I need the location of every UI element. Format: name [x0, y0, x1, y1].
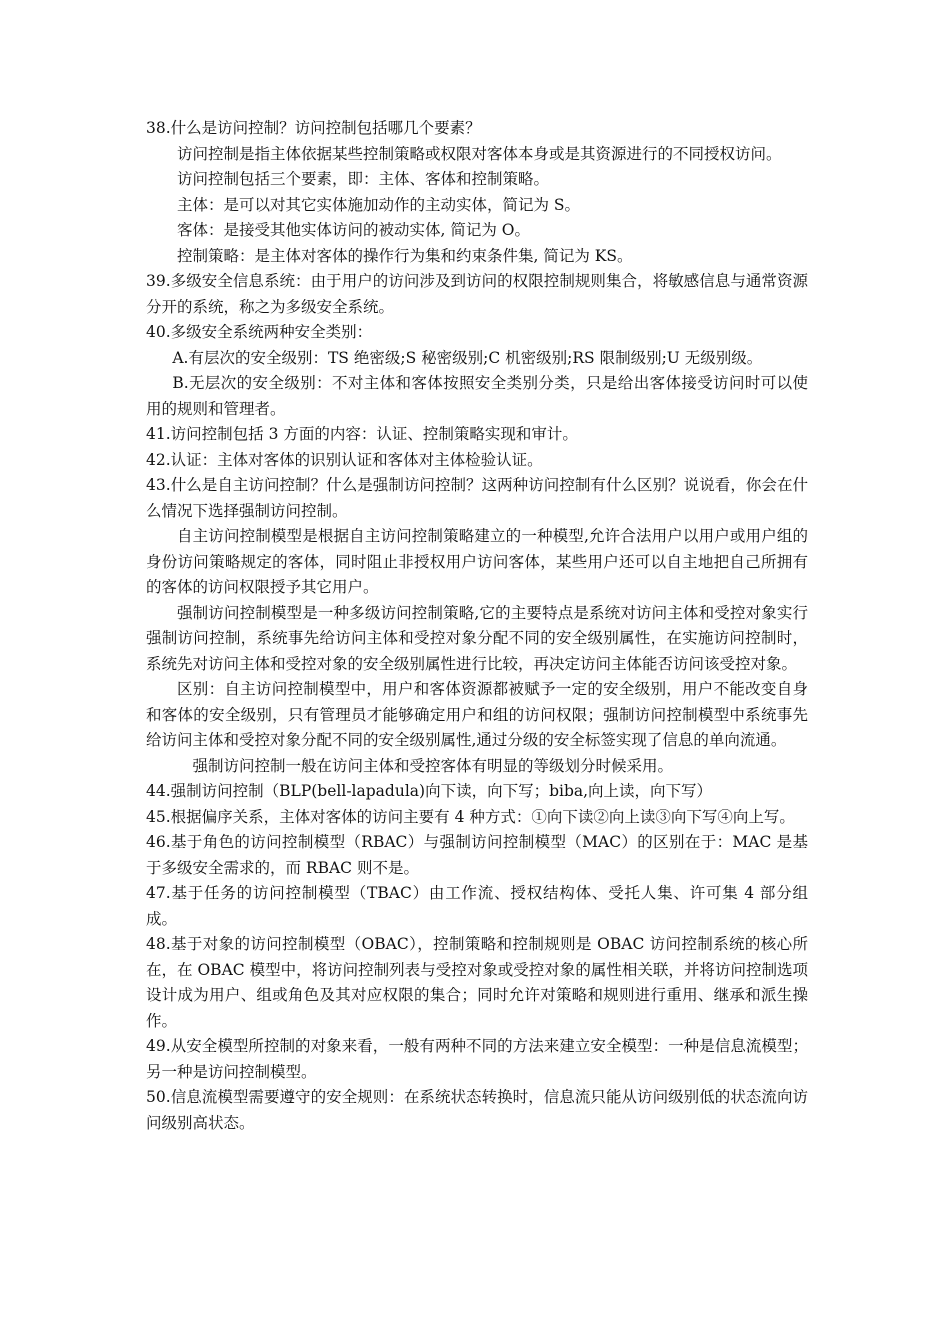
answer-43-dac: 自主访问控制模型是根据自主访问控制策略建立的一种模型,允许合法用户以用户或用户组的身份访问策略规定的客体，同时阻止非授权用户访问客体，某些用户还可以自主地把自己所拥有的客体的访问权限授予其它用户。 — [146, 527, 808, 596]
item-50: 50.信息流模型需要遵守的安全规则：在系统状态转换时，信息流只能从访问级别低的状态流向访问级别高状态。 — [146, 1088, 808, 1132]
item-45: 45.根据偏序关系，主体对客体的访问主要有 4 种方式：①向下读②向上读③向下写④向上写。 — [146, 807, 795, 826]
answer-43-difference: 区别：自主访问控制模型中，用户和客体资源都被赋予一定的安全级别，用户不能改变自身和客体的安全级别，只有管理员才能够确定用户和组的访问权限；强制访问控制模型中系统事先给访问主体和受控对象分配不同的安全级别属性,通过分级的安全标签实现了信息的单向流通。 — [146, 680, 808, 749]
item-40-a: A.有层次的安全级别：TS 绝密级;S 秘密级别;C 机密级别;RS 限制级别;U 无级别级。 — [172, 348, 763, 367]
question-38: 38.什么是访问控制？访问控制包括哪几个要素？ — [146, 119, 481, 137]
answer-38-elements: 访问控制包括三个要素，即：主体、客体和控制策略。 — [177, 170, 550, 188]
document-page — [146, 116, 808, 1136]
answer-38-policy: 控制策略：是主体对客体的操作行为集和约束条件集, 简记为 KS。 — [177, 246, 633, 265]
item-41: 41.访问控制包括 3 方面的内容：认证、控制策略实现和审计。 — [146, 425, 578, 443]
item-49: 49.从安全模型所控制的对象来看，一般有两种不同的方法来建立安全模型：一种是信息流模型；另一种是访问控制模型。 — [146, 1037, 808, 1081]
answer-38-definition: 访问控制是指主体依据某些控制策略或权限对客体本身或是其资源进行的不同授权访问。 — [177, 144, 782, 163]
answer-38-subject: 主体：是可以对其它实体施加动作的主动实体，简记为 S。 — [177, 195, 581, 214]
question-43: 43.什么是自主访问控制？什么是强制访问控制？这两种访问控制有什么区别？说说看，你会在什么情况下选择强制访问控制。 — [146, 476, 808, 520]
answer-38-object: 客体：是接受其他实体访问的被动实体, 简记为 O。 — [177, 221, 530, 239]
item-47: 47.基于任务的访问控制模型（TBAC）由工作流、授权结构体、受托人集、许可集 4 部分组成。 — [146, 884, 808, 928]
item-46: 46.基于角色的访问控制模型（RBAC）与强制访问控制模型（MAC）的区别在于：MAC 是基于多级安全需求的，而 RBAC 则不是。 — [146, 833, 808, 877]
item-48: 48.基于对象的访问控制模型（OBAC），控制策略和控制规则是 OBAC 访问控制系统的核心所在，在 OBAC 模型中，将访问控制列表与受控对象或受控对象的属性相关联，并将访问控制选项设计成为用户、组或角色及其对应权限的集合；同时允许对策略和规则进行重用、继承和派生操作。 — [146, 935, 808, 1030]
item-42: 42.认证：主体对客体的识别认证和客体对主体检验认证。 — [146, 450, 543, 469]
answer-43-usage: 强制访问控制一般在访问主体和受控客体有明显的等级划分时候采用。 — [192, 756, 674, 775]
item-40-b: B.无层次的安全级别：不对主体和客体按照安全类别分类，只是给出客体接受访问时可以使用的规则和管理者。 — [146, 374, 808, 418]
answer-43-mac: 强制访问控制模型是一种多级访问控制策略,它的主要特点是系统对访问主体和受控对象实行强制访问控制，系统事先给访问主体和受控对象分配不同的安全级别属性，在实施访问控制时，系统先对访问主体和受控对象的安全级别属性进行比较，再决定访问主体能否访问该受控对象。 — [146, 603, 808, 673]
item-40: 40.多级安全系统两种安全类别： — [146, 323, 373, 341]
item-39: 39.多级安全信息系统：由于用户的访问涉及到访问的权限控制规则集合，将敏感信息与通常资源分开的系统，称之为多级安全系统。 — [146, 272, 808, 316]
item-44: 44.强制访问控制（BLP(bell-lapadula)向下读，向下写；biba,向上读，向下写） — [146, 782, 713, 800]
